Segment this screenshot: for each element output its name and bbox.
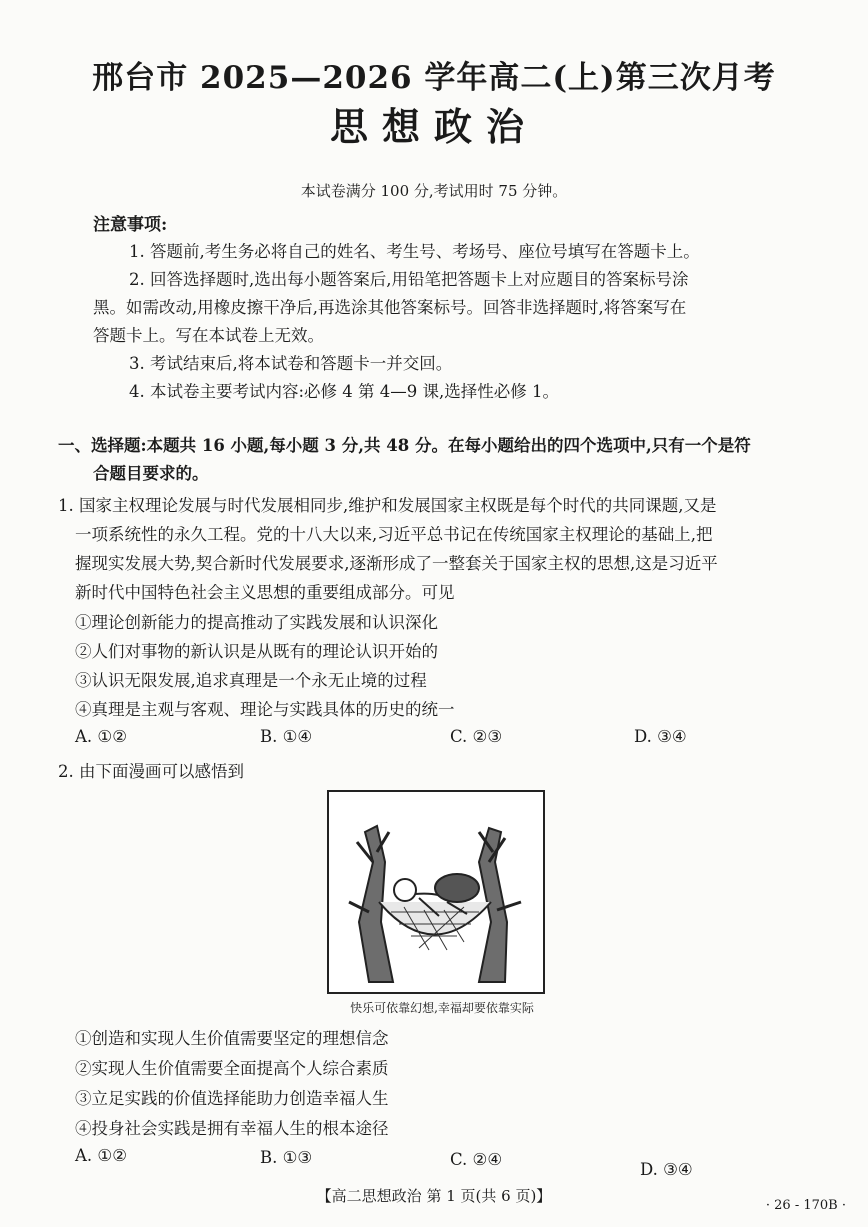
cartoon-image	[327, 790, 545, 994]
q1-option-c[interactable]: C. ②③	[450, 727, 503, 746]
q1-item: ②人们对事物的新认识是从既有的理论认识开始的	[75, 642, 438, 661]
q1-stem-line: 1. 国家主权理论发展与时代发展相同步,维护和发展国家主权既是每个时代的共同课题,又是	[58, 496, 717, 515]
notes-heading: 注意事项:	[93, 215, 168, 235]
subject-title: 思想政治	[329, 104, 538, 149]
q2-option-d[interactable]: D. ③④	[640, 1160, 693, 1179]
q2-option-c[interactable]: C. ②④	[450, 1150, 503, 1169]
q1-item: ④真理是主观与客观、理论与实践具体的历史的统一	[75, 700, 455, 719]
q1-option-d[interactable]: D. ③④	[634, 727, 687, 746]
section-heading-cont: 合题目要求的。	[93, 464, 209, 483]
q1-option-a[interactable]: A. ①②	[75, 727, 127, 746]
notes-line: 3. 考试结束后,将本试卷和答题卡一并交回。	[129, 354, 453, 373]
section-heading: 一、选择题:本题共 16 小题,每小题 3 分,共 48 分。在每小题给出的四个选项中,只有一个是符	[58, 436, 751, 455]
q2-item: ③立足实践的价值选择能助力创造幸福人生	[75, 1089, 389, 1108]
q2-item: ④投身社会实践是拥有幸福人生的根本途径	[75, 1119, 389, 1138]
paper-code: · 26 - 170B ·	[765, 1198, 846, 1213]
q1-item: ①理论创新能力的提高推动了实践发展和认识深化	[75, 613, 438, 632]
q2-item: ②实现人生价值需要全面提高个人综合素质	[75, 1059, 389, 1078]
cartoon-caption: 快乐可依靠幻想,幸福却要依靠实际	[350, 1001, 534, 1015]
q2-option-b[interactable]: B. ①③	[260, 1148, 313, 1167]
page-footer: 【高二思想政治 第 1 页(共 6 页)】	[316, 1187, 552, 1205]
q2-item: ①创造和实现人生价值需要坚定的理想信念	[75, 1029, 389, 1048]
q1-stem-line: 握现实发展大势,契合新时代发展要求,逐渐形成了一整套关于国家主权的思想,这是习近平	[75, 554, 718, 573]
q1-item: ③认识无限发展,追求真理是一个永无止境的过程	[75, 671, 427, 690]
notes-line: 2. 回答选择题时,选出每小题答案后,用铅笔把答题卡上对应题目的答案标号涂	[129, 270, 689, 289]
notes-line: 黑。如需改动,用橡皮擦干净后,再选涂其他答案标号。回答非选择题时,将答案写在	[93, 298, 687, 317]
hammock-cartoon	[329, 792, 543, 992]
q2-option-a[interactable]: A. ①②	[75, 1146, 127, 1165]
q1-option-b[interactable]: B. ①④	[260, 727, 313, 746]
exam-title: 邢台市 2025—2026 学年高二(上)第三次月考	[92, 60, 776, 96]
q2-stem: 2. 由下面漫画可以感悟到	[58, 762, 244, 781]
q1-stem-line: 新时代中国特色社会主义思想的重要组成部分。可见	[75, 583, 455, 602]
notes-line: 答题卡上。写在本试卷上无效。	[93, 326, 324, 345]
notes-line: 4. 本试卷主要考试内容:必修 4 第 4—9 课,选择性必修 1。	[129, 382, 560, 401]
exam-meta: 本试卷满分 100 分,考试用时 75 分钟。	[300, 182, 568, 200]
notes-line: 1. 答题前,考生务必将自己的姓名、考生号、考场号、座位号填写在答题卡上。	[129, 242, 700, 261]
q1-stem-line: 一项系统性的永久工程。党的十八大以来,习近平总书记在传统国家主权理论的基础上,把	[75, 525, 713, 544]
